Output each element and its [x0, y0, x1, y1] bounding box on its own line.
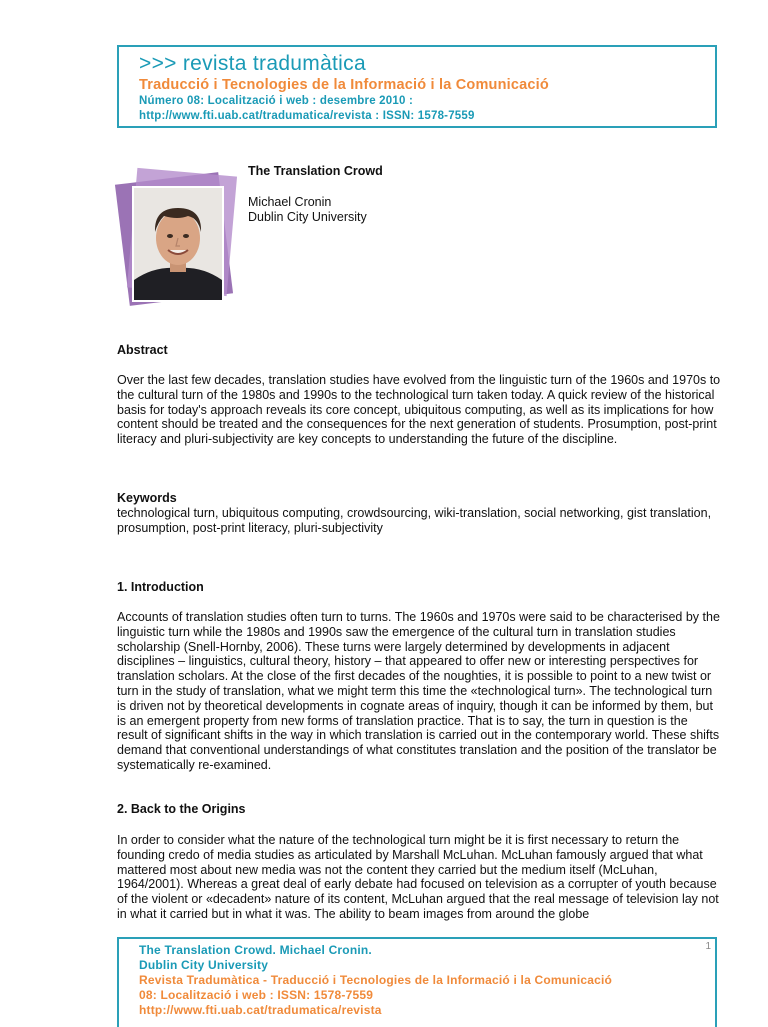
footer-journal-name: Revista Tradumàtica - Traducció i Tecnologies de la Informació i la Comunicació	[139, 973, 613, 987]
author-affiliation: Dublin City University	[248, 210, 367, 224]
section-text-origins: In order to consider what the nature of the technological turn might be it is first necessary to return the founding credo of media studies as articulated by Marshall McLuhan. McLuhan famously argued that what mattered most about new media was not the content they carried but the medium itself (McLuhan, 1964/2001). Whereas a great deal of early debate had focused on television as a corrupter of youth because of the violent or «decadent» nature of its content, McLuhan argued that the real message of television lay not in what it carried but in what it was. The ability to beam images from around the globe	[117, 833, 719, 921]
page-footer	[117, 937, 717, 1027]
page-number: 1	[705, 941, 711, 952]
section-heading-origins: 2. Back to the Origins	[117, 802, 246, 816]
abstract-heading: Abstract	[117, 343, 168, 357]
author-photo	[118, 170, 236, 310]
footer-article-title: The Translation Crowd. Michael Cronin.	[139, 943, 372, 957]
abstract-text: Over the last few decades, translation studies have evolved from the linguistic turn of the 1960s and 1970s to the cultural turn of the 1980s and 1990s to the technological turn taken today. A quick review of the historical basis for today's approach reveals its core concept, ubiquitous computing, as well as its implications for how content should be treated and the consequences for the next generation of students. Prosumption, post-print literacy and pluri-subjectivity are key concepts to understanding the future of the discipline.	[117, 373, 721, 447]
article-title: The Translation Crowd	[248, 164, 383, 178]
author-portrait	[132, 186, 224, 302]
issue-info: Número 08: Localització i web : desembre 2010 :	[139, 95, 413, 107]
journal-subtitle: Traducció i Tecnologies de la Informació i la Comunicació	[139, 77, 549, 93]
footer-issue-info: 08: Localització i web : ISSN: 1578-7559	[139, 988, 374, 1002]
section-heading-introduction: 1. Introduction	[117, 580, 204, 594]
footer-url[interactable]: http://www.fti.uab.cat/tradumatica/revista	[139, 1003, 382, 1017]
keywords-text: technological turn, ubiquitous computing, crowdsourcing, wiki-translation, social networking, gist translation, prosumption, post-print literacy, pluri-subjectivity	[117, 506, 712, 535]
keywords-heading: Keywords	[117, 491, 177, 505]
footer-affiliation: Dublin City University	[139, 958, 269, 972]
journal-header	[117, 45, 717, 128]
journal-title: >>> revista tradumàtica	[139, 52, 366, 75]
author-name: Michael Cronin	[248, 195, 332, 209]
section-text-introduction: Accounts of translation studies often turn to turns. The 1960s and 1970s were said to be characterised by the linguistic turn while the 1980s and 1990s saw the emergence of the cultural turn in translation studies scholarship (Snell-Hornby, 2006). These turns were largely determined by developments in adjacent disciplines – linguistics, cultural theory, history – that appeared to offer new or interesting perspectives for translation scholars. At the close of the first decades of the noughties, it is possible to point to a new twist or turn in the study of translation, what we might term this time the «technological turn». The technological turn is driven not by theoretical developments in cognate areas of inquiry, though it can be informed by them, but is an emergent property from new forms of translation practice. That is to say, the turn in question is the result of significant shifts in the way in which translation is carried out in the contemporary world. These shifts demand that conventional understandings of what constitutes translation and the position of the translator be systematically re-examined.	[117, 610, 720, 772]
journal-url[interactable]: http://www.fti.uab.cat/tradumatica/revista : ISSN: 1578-7559	[139, 110, 475, 122]
